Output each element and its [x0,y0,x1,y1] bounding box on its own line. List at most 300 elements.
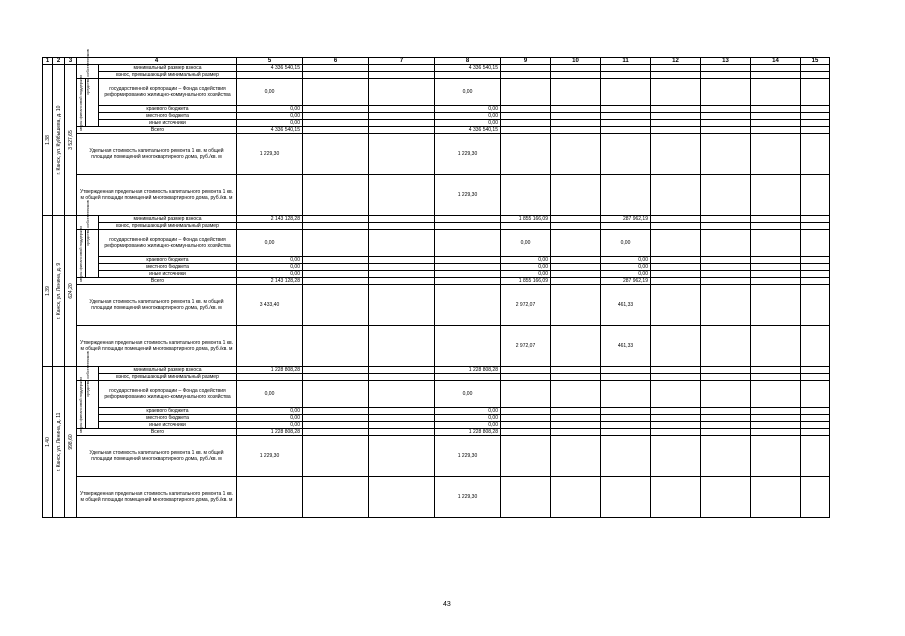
value-cell: 1 228 808,28 [237,367,303,374]
value-cell: 0,00 [237,408,303,415]
value-cell [551,72,601,79]
table-row [43,79,830,106]
value-cell [369,415,435,422]
value-cell [801,79,830,106]
table-row [43,408,830,415]
value-cell [801,230,830,257]
row-label: иные источники [99,120,237,127]
table-row [43,285,830,326]
value-cell [303,326,369,367]
value-cell: 0,00 [601,230,651,257]
value-cell [751,216,801,223]
value-cell [751,264,801,271]
value-cell [369,106,435,113]
value-cell [501,408,551,415]
value-cell: 0,00 [435,381,501,408]
value-cell: 0,00 [237,381,303,408]
value-cell [303,367,369,374]
value-cell [551,223,601,230]
value-cell [237,374,303,381]
value-cell [701,422,751,429]
value-cell [369,79,435,106]
row-label: местного бюджета [99,415,237,422]
value-cell [651,381,701,408]
value-cell [601,134,651,175]
value-cell [435,257,501,264]
value-cell [751,127,801,134]
value-cell [701,65,751,72]
value-cell [551,257,601,264]
value-cell [801,113,830,120]
row-label: Всего [77,127,237,134]
value-cell [551,285,601,326]
value-cell [801,223,830,230]
value-cell [651,429,701,436]
value-cell [701,408,751,415]
value-cell [237,326,303,367]
value-cell [369,223,435,230]
row-label: взнос, превышающий минимальный размер [99,374,237,381]
value-cell [237,223,303,230]
value-cell: 1 228 808,28 [435,429,501,436]
value-cell: 0,00 [237,415,303,422]
value-cell [435,374,501,381]
value-cell [303,134,369,175]
value-cell [751,285,801,326]
value-cell: 1 229,30 [435,477,501,518]
value-cell [501,367,551,374]
value-cell [701,79,751,106]
value-cell [501,374,551,381]
value-cell [551,271,601,278]
value-cell [651,65,701,72]
page-number: 43 [443,601,451,608]
header-col-9: 9 [501,58,551,65]
value-cell [303,408,369,415]
value-cell [651,175,701,216]
table-row [43,422,830,429]
capital-repair-table [42,48,830,518]
value-cell [651,257,701,264]
table-row [43,271,830,278]
value-cell [303,65,369,72]
value-cell [369,175,435,216]
value-cell [801,65,830,72]
value-cell: 0,00 [237,264,303,271]
value-cell [501,120,551,127]
value-cell: 0,00 [501,271,551,278]
row-label: Удельная стоимость капитального ремонта 1 кв. м общей площади помещений многоквартирного дома, руб./кв. м [77,285,237,326]
value-cell [701,257,751,264]
row-label: взнос, превышающий минимальный размер [99,223,237,230]
value-cell [751,367,801,374]
value-cell: 4 336 540,15 [435,127,501,134]
row-label: Всего [77,278,237,285]
value-cell [601,415,651,422]
value-cell [501,429,551,436]
value-cell [303,72,369,79]
value-cell [801,271,830,278]
value-cell [801,436,830,477]
value-cell [651,216,701,223]
value-cell [751,106,801,113]
row-label: государственной корпорации – Фонда содействия реформированию жилищно-коммунального хозяйства [99,230,237,257]
row-label: минимальный размер взноса [99,367,237,374]
value-cell [369,326,435,367]
value-cell [551,278,601,285]
value-cell [303,175,369,216]
row-label: иные источники [99,422,237,429]
table-row [43,134,830,175]
value-cell [651,367,701,374]
table-row [43,477,830,518]
value-cell [369,408,435,415]
value-cell [551,175,601,216]
table-row [43,175,830,216]
value-cell [501,113,551,120]
value-cell [303,223,369,230]
value-cell [303,230,369,257]
value-cell [601,72,651,79]
support-measures-label: меры финансовой поддержки [77,79,86,127]
value-cell [751,120,801,127]
table-row [43,429,830,436]
value-cell [701,271,751,278]
value-cell [651,223,701,230]
value-cell [435,271,501,278]
value-cell [651,408,701,415]
table-row [43,257,830,264]
value-cell [369,429,435,436]
value-cell [701,415,751,422]
value-cell: 0,00 [237,113,303,120]
row-label: краевого бюджета [99,257,237,264]
value-cell: 0,00 [237,120,303,127]
value-cell [369,230,435,257]
row-label: минимальный размер взноса [99,65,237,72]
value-cell [551,477,601,518]
value-cell [369,113,435,120]
value-cell [551,106,601,113]
value-cell [601,120,651,127]
value-cell [701,285,751,326]
value-cell [501,106,551,113]
value-cell [801,264,830,271]
value-cell [601,65,651,72]
value-cell [651,106,701,113]
value-cell [369,134,435,175]
value-cell [551,436,601,477]
item-area: 998,60 [65,367,77,518]
value-cell [701,120,751,127]
value-cell [369,127,435,134]
value-cell: 0,00 [435,113,501,120]
value-cell: 0,00 [237,271,303,278]
value-cell: 2 972,07 [501,326,551,367]
value-cell [801,175,830,216]
value-cell [751,72,801,79]
value-cell [551,367,601,374]
header-col-11: 11 [601,58,651,65]
value-cell: 1 855 166,09 [501,216,551,223]
value-cell [369,374,435,381]
value-cell [501,381,551,408]
value-cell [801,72,830,79]
value-cell [369,278,435,285]
value-cell [551,216,601,223]
value-cell [551,127,601,134]
header-col-15: 15 [801,58,830,65]
value-cell [501,415,551,422]
value-cell [751,134,801,175]
value-cell: 4 336 540,15 [237,127,303,134]
value-cell [303,374,369,381]
value-cell [601,408,651,415]
value-cell: 461,33 [601,285,651,326]
value-cell [651,278,701,285]
table-row [43,223,830,230]
value-cell [701,326,751,367]
value-cell: 287 962,19 [601,216,651,223]
value-cell: 4 336 540,15 [435,65,501,72]
value-cell [551,65,601,72]
table-row [43,65,830,72]
value-cell [435,223,501,230]
header-col-2: 2 [53,58,65,65]
header-col-8: 8 [435,58,501,65]
value-cell [751,113,801,120]
value-cell [651,264,701,271]
value-cell [751,381,801,408]
header-col-7: 7 [369,58,435,65]
value-cell [551,134,601,175]
value-cell [801,374,830,381]
support-measures-label: меры финансовой поддержки [77,381,86,429]
value-cell: 1 229,30 [435,436,501,477]
value-cell [369,264,435,271]
value-cell [303,415,369,422]
value-cell [651,436,701,477]
value-cell [551,264,601,271]
value-cell [801,477,830,518]
value-cell [501,134,551,175]
value-cell [501,436,551,477]
value-cell [651,72,701,79]
value-cell: 0,00 [501,264,551,271]
value-cell [701,381,751,408]
value-cell [651,422,701,429]
row-label: Утвержденная предельная стоимость капитального ремонта 1 кв. м общей площади помещений многоквартирного дома, руб./кв. м [77,326,237,367]
value-cell [751,422,801,429]
header-col-14: 14 [751,58,801,65]
header-col-3: 3 [65,58,77,65]
header-col-12: 12 [651,58,701,65]
value-cell: 0,00 [435,422,501,429]
value-cell: 0,00 [601,264,651,271]
value-cell [551,422,601,429]
value-cell [551,326,601,367]
value-cell: 1 229,30 [435,175,501,216]
value-cell [303,285,369,326]
row-label: краевого бюджета [99,106,237,113]
row-label: местного бюджета [99,264,237,271]
table-row [43,230,830,257]
row-label: Удельная стоимость капитального ремонта 1 кв. м общей площади помещений многоквартирного дома, руб./кв. м [77,436,237,477]
value-cell: 0,00 [237,79,303,106]
value-cell [369,477,435,518]
value-cell [701,216,751,223]
header-col-1: 1 [43,58,53,65]
table-row [43,436,830,477]
value-cell [651,120,701,127]
value-cell: 0,00 [601,271,651,278]
value-cell [303,113,369,120]
value-cell: 0,00 [237,422,303,429]
value-cell [435,216,501,223]
value-cell [237,72,303,79]
row-label: взнос, превышающий минимальный размер [99,72,237,79]
value-cell [369,257,435,264]
value-cell [751,477,801,518]
value-cell [801,415,830,422]
value-cell [551,79,601,106]
item-number: 1.40 [43,367,53,518]
value-cell [551,113,601,120]
value-cell [751,65,801,72]
item-number: 1.38 [43,65,53,216]
value-cell [303,477,369,518]
value-cell: 461,33 [601,326,651,367]
value-cell [237,477,303,518]
value-cell [701,374,751,381]
header-col-10: 10 [551,58,601,65]
header-col-13: 13 [701,58,751,65]
table-row [43,381,830,408]
item-address: г. Канск, ул. Ленина, д. 9 [53,216,65,367]
value-cell [501,175,551,216]
value-cell [651,326,701,367]
row-label: государственной корпорации – Фонда содействия реформированию жилищно-коммунального хозяйства [99,79,237,106]
value-cell: 0,00 [601,257,651,264]
value-cell: 2 143 128,28 [237,216,303,223]
value-cell [303,436,369,477]
value-cell [601,429,651,436]
value-cell: 2 143 128,28 [237,278,303,285]
value-cell [601,367,651,374]
value-cell [801,381,830,408]
value-cell: 0,00 [435,106,501,113]
item-area: 624,20 [65,216,77,367]
header-col-6: 6 [303,58,369,65]
value-cell [801,408,830,415]
value-cell [601,477,651,518]
owners-funds-label: средства собственников [77,367,99,381]
value-cell [751,429,801,436]
value-cell [801,326,830,367]
table-row [43,106,830,113]
value-cell: 0,00 [237,106,303,113]
value-cell [551,408,601,415]
value-cell: 0,00 [237,257,303,264]
value-cell [435,72,501,79]
value-cell [801,127,830,134]
header-col-5: 5 [237,58,303,65]
value-cell [701,127,751,134]
value-cell [303,127,369,134]
value-cell [801,216,830,223]
value-cell [751,271,801,278]
value-cell [303,79,369,106]
value-cell [751,326,801,367]
value-cell [651,230,701,257]
table-row [43,216,830,223]
value-cell: 2 972,07 [501,285,551,326]
value-cell: 3 433,40 [237,285,303,326]
value-cell [601,113,651,120]
value-cell [801,285,830,326]
value-cell [551,415,601,422]
value-cell [369,72,435,79]
value-cell [701,113,751,120]
value-cell [651,415,701,422]
value-cell [651,285,701,326]
value-cell [369,120,435,127]
value-cell [237,175,303,216]
value-cell [601,223,651,230]
value-cell [751,278,801,285]
value-cell: 1 855 166,09 [501,278,551,285]
value-cell [303,429,369,436]
row-label: иные источники [99,271,237,278]
value-cell [369,65,435,72]
value-cell: 0,00 [435,415,501,422]
value-cell [701,134,751,175]
value-cell: 0,00 [435,79,501,106]
value-cell: 0,00 [435,408,501,415]
row-label: государственной корпорации – Фонда содействия реформированию жилищно-коммунального хозяйства [99,381,237,408]
value-cell [303,271,369,278]
value-cell: 0,00 [435,120,501,127]
value-cell [501,127,551,134]
value-cell [751,374,801,381]
value-cell [501,79,551,106]
value-cell [369,436,435,477]
value-cell [303,264,369,271]
value-cell [601,127,651,134]
value-cell [501,422,551,429]
value-cell [501,477,551,518]
value-cell [801,367,830,374]
item-address: г. Канск, ул. Ленина, д. 11 [53,367,65,518]
header-row [43,58,830,65]
owners-funds-label: средства собственников [77,216,99,230]
item-number: 1.39 [43,216,53,367]
value-cell [601,175,651,216]
value-cell [701,223,751,230]
value-cell [801,134,830,175]
value-cell [801,422,830,429]
table-row [43,127,830,134]
table-row [43,72,830,79]
value-cell [701,106,751,113]
value-cell [651,79,701,106]
value-cell: 1 228 808,28 [435,367,501,374]
header-col-4: 4 [77,58,237,65]
value-cell [801,120,830,127]
table-row [43,278,830,285]
value-cell [435,285,501,326]
value-cell [501,72,551,79]
